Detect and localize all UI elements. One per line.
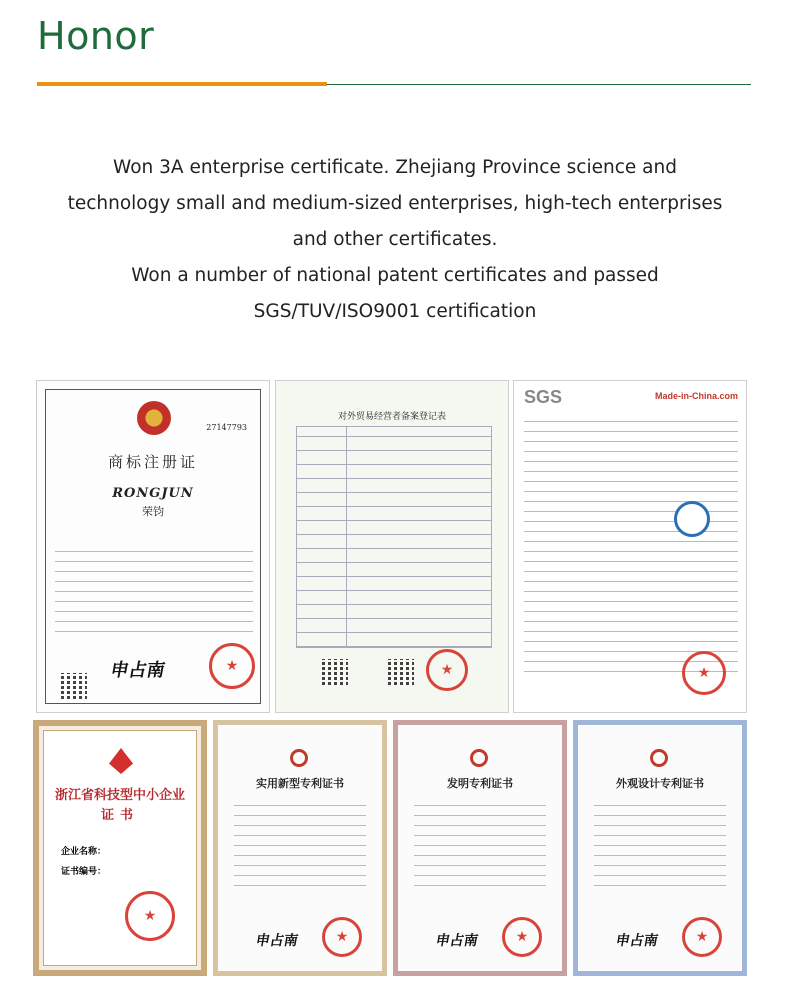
description <box>30 150 760 330</box>
patent-office-logo-icon <box>650 749 668 767</box>
patent-office-logo-icon <box>470 749 488 767</box>
signature-icon: 申占南 <box>254 933 300 949</box>
patent-office-logo-icon <box>290 749 308 767</box>
tech-sme-subtitle: 证书 <box>100 808 139 823</box>
trademark-number: 27147793 <box>206 423 247 432</box>
design-patent-title: 外观设计专利证书 <box>616 777 704 790</box>
signature-icon: 申占南 <box>614 933 660 949</box>
company-name-label: 企业名称： <box>61 847 107 857</box>
cert-number-label: 证书编号： <box>61 867 107 877</box>
official-seal-icon <box>682 651 726 695</box>
tech-sme-title: 浙江省科技型中小企业 <box>54 788 185 803</box>
design-patent-certificate-image <box>573 720 747 976</box>
official-seal-icon <box>125 891 175 941</box>
title-accent-bar <box>37 82 327 86</box>
description-line: Won a number of national patent certificates and passed <box>131 265 659 286</box>
invention-patent-certificate-image <box>393 720 567 976</box>
made-in-china-logo: Made-in-China.com <box>654 391 738 401</box>
qr-code-icon <box>61 673 87 699</box>
sgs-report-image <box>513 380 747 713</box>
signature-icon: 申占南 <box>434 933 480 949</box>
trademark-cert-title: 商标注册证 <box>107 453 198 471</box>
sgs-logo: SGS <box>524 387 563 407</box>
official-seal-icon <box>322 917 362 957</box>
utility-patent-certificate-image <box>213 720 387 976</box>
signature-icon: 申占南 <box>108 660 167 681</box>
utility-patent-title: 实用新型专利证书 <box>256 777 344 790</box>
description-line: SGS/TUV/ISO9001 certification <box>253 301 537 322</box>
trade-record-title: 对外贸易经营者备案登记表 <box>337 412 446 422</box>
trade-record-certificate-image <box>275 380 509 713</box>
official-seal-icon <box>426 649 468 691</box>
tech-sme-certificate-image <box>33 720 207 976</box>
official-seal-icon <box>209 643 255 689</box>
description-line: technology small and medium-sized enterprises, high-tech enterprises <box>67 193 723 214</box>
page-title: Honor <box>37 14 155 58</box>
official-seal-icon <box>502 917 542 957</box>
qr-code-icon <box>388 659 414 685</box>
qr-code-icon <box>322 659 348 685</box>
trademark-certificate-image <box>36 380 270 713</box>
description-line: and other certificates. <box>292 229 498 250</box>
invention-patent-title: 发明专利证书 <box>447 777 513 790</box>
description-line: Won 3A enterprise certificate. Zhejiang Province science and <box>113 157 677 178</box>
trademark-brand-cn: 荣钧 <box>142 505 164 518</box>
trademark-brand: RONGJUN <box>112 486 194 501</box>
audit-badge-icon <box>674 501 710 537</box>
official-seal-icon <box>682 917 722 957</box>
